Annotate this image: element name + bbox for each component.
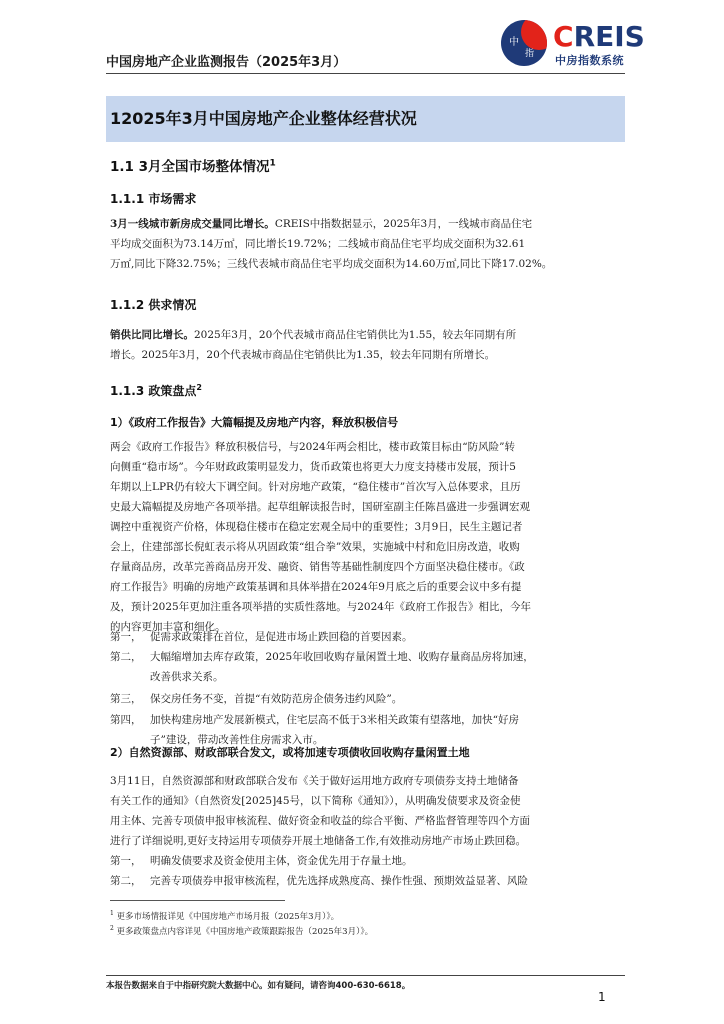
policy-heading-1: 1）《政府工作报告》大篇幅提及房地产内容，释放积极信号	[110, 416, 399, 429]
creis-logo-icon	[501, 20, 547, 66]
paragraph-supply-demand: 销供比同比增长。2025年3月，20个代表城市商品住宅销供比为1.55，较去年同期有所 增长。2025年3月，20个代表城市商品住宅销供比为1.35，较去年同期有所增长。	[110, 329, 517, 361]
report-header-title: 中国房地产企业监测报告（2025年3月）	[106, 55, 347, 70]
paragraph-policy-1: 两会《政府工作报告》释放积极信号，与2024年两会相比，楼市政策目标由“防风险”转 向侧重“稳市场”。今年财政政策明显发力，货币政策也将更大力度支持楼市发展，预计5 年期以上LPR仍有较大下调空间。针对房地产政策，“稳住楼市”首次写入总体要求，且历 史最大篇幅提及房地产各项举措。起草组解读报告时，国研室副主任陈昌盛进一步强调宏观 调控中重视资产价格，体现稳住楼市在稳定宏观全局中的重要性；3月9日，民生主题记者 会上，住建部部长倪虹表示将从巩固政策“组合拳”效果，实施城中村和危旧房改造，收购 存量商品房，改革完善商品房开发、融资、销售等基础性制度四个方面坚决稳住楼市。《政 府工作报告》明确的房地产政策基调和具体举措在2024年9月底之后的重要会议中多有提 及，预计2025年更加注重各项举措的实质性落地。与2024年《政府工作报告》相比，今年 的内容更加丰富和细化。	[110, 441, 531, 633]
logo-subtitle: 中房指数系统	[555, 54, 624, 67]
logo-glyph-2: 指	[525, 49, 535, 59]
footer-divider	[106, 975, 625, 976]
footnote-divider	[110, 900, 285, 901]
heading-1-1-1: 1.1.1 市场需求	[110, 192, 197, 206]
header-divider	[106, 73, 625, 74]
logo-glyph-1: 中	[509, 37, 519, 48]
heading-1-1: 1.1 3月全国市场整体情况$^1$	[110, 158, 276, 175]
paragraph-policy-2: 3月11日，自然资源部和财政部联合发布《关于做好运用地方政府专项债券支持土地储备 有关工作的通知》（自然资发[2025]45号，以下简称《通知》），从明确发债要求及资金使 用主体、完善专项债申报审核流程、做好资金和收益的综合平衡、严格监督管理等四个方面 进行了详细说明,更好支持运用专项债券开展土地储备工作,有效推动房地产市场止跌回稳。	[110, 775, 530, 847]
creis-logo	[501, 18, 645, 70]
footer-note: 本报告数据来自于中指研究院大数据中心。如有疑问，请咨询400-630-6618。	[106, 981, 411, 991]
heading-1-1-2: 1.1.2 供求情况	[110, 298, 197, 312]
heading-1-1-3: 1.1.3 政策盘点$^2$	[110, 383, 202, 398]
lead-sentence: 销供比同比增长。	[110, 329, 194, 341]
policy-heading-2: 2）自然资源部、财政部联合发文，或将加速专项债收回收购存量闲置土地	[110, 746, 470, 759]
logo-wordmark: CREIS	[553, 20, 645, 53]
footnote-1: $^1$ 更多市场情报详见《中国房地产市场月报（2025年3月）》。	[110, 910, 340, 922]
section-title: 12025年3月中国房地产企业整体经营状况	[110, 109, 417, 128]
page-number: 1	[598, 990, 606, 1004]
lead-sentence: 3月一线城市新房成交量同比增长。	[110, 218, 275, 230]
footnote-ref-1[interactable]: 1	[269, 158, 276, 169]
footnote-2: $^2$ 更多政策盘点内容详见《中国房地产政策跟踪报告（2025年3月）》。	[110, 925, 374, 937]
footnote-ref-2[interactable]: 2	[196, 383, 202, 392]
paragraph-market-demand: 3月一线城市新房成交量同比增长。CREIS中指数据显示，2025年3月，一线城市商品住宅 平均成交面积为73.14万㎡，同比增长19.72%；二线城市商品住宅平均成交面积为32.61 万㎡,同比下降32.75%；三线代表城市商品住宅平均成交面积为14.60万㎡,同比下降17.02%。	[110, 218, 553, 270]
